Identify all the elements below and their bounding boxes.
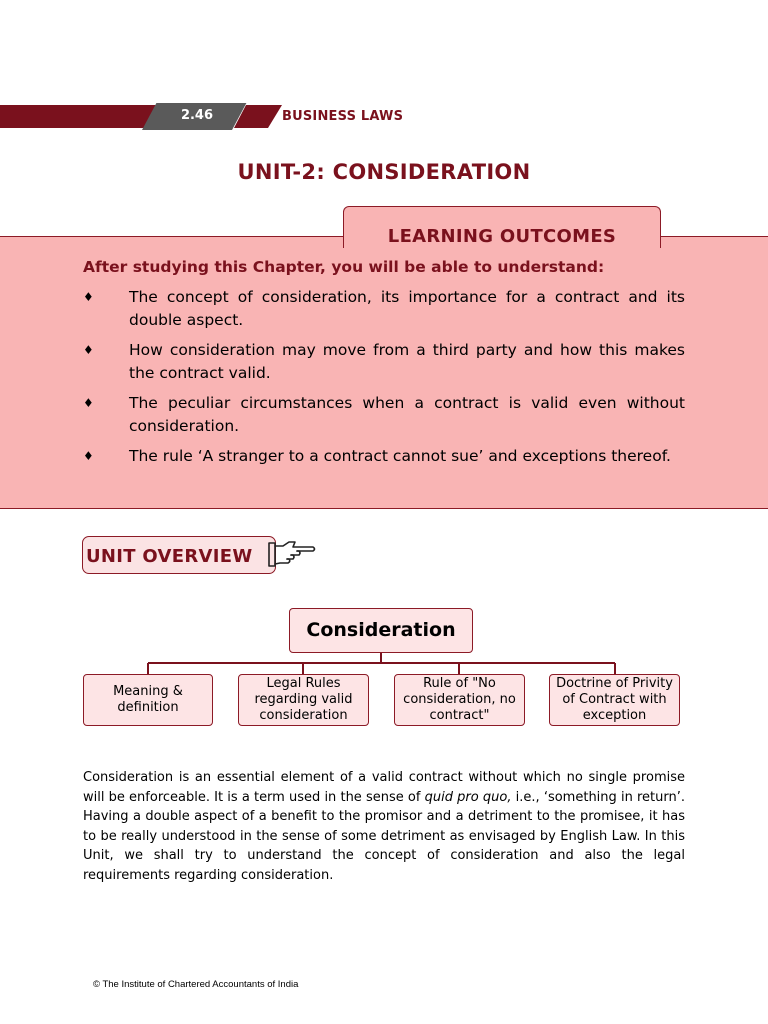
learning-outcomes-intro: After studying this Chapter, you will be able to understand: <box>83 258 605 276</box>
diamond-bullet-icon: ♦ <box>83 343 94 357</box>
outcome-item <box>83 286 685 332</box>
learning-outcomes-list <box>83 286 685 475</box>
header-band-left <box>0 105 166 128</box>
outcome-item <box>83 339 685 385</box>
page-number: 2.46 <box>180 108 214 123</box>
outcome-item <box>83 445 685 468</box>
diagram-root-label: Consideration <box>306 619 456 641</box>
outcome-text: The peculiar circumstances when a contract is valid even without consideration. <box>129 394 685 435</box>
body-text-italic: quid pro quo, <box>424 789 512 805</box>
diagram-node-privity: Doctrine of Privity of Contract with exception <box>549 674 680 726</box>
diagram-node-legal-rules: Legal Rules regarding valid consideration <box>238 674 369 726</box>
unit-overview-label: UNIT OVERVIEW <box>86 546 253 567</box>
diagram-node-no-consideration: Rule of "No consideration, no contract" <box>394 674 525 726</box>
diamond-bullet-icon: ♦ <box>83 290 94 304</box>
outcome-text: The concept of consideration, its importance for a contract and its double aspect. <box>129 288 685 329</box>
diamond-bullet-icon: ♦ <box>83 396 94 410</box>
footer-copyright: © The Institute of Chartered Accountants of India <box>93 979 299 990</box>
pointing-hand-icon <box>267 538 317 570</box>
diamond-bullet-icon: ♦ <box>83 449 94 463</box>
outcome-item <box>83 392 685 438</box>
body-text-part2: i.e., ‘something in return’. Having a double aspect of a benefit to the promisor and a detriment to the promisee, it has to be really understood in the sense of some detriment as envisaged by English Law. In this Unit, we shall try to understand the concept of consideration and also the legal requirements regarding consideration. <box>83 789 685 883</box>
unit-title: UNIT-2: CONSIDERATION <box>237 160 531 184</box>
diagram-node-meaning: Meaning & definition <box>83 674 213 726</box>
body-paragraph <box>83 768 685 886</box>
outcome-text: How consideration may move from a third party and how this makes the contract valid. <box>129 341 685 382</box>
body-text-part1: Consideration is an essential element of a valid contract without which no single promise will be enforceable. It is a term used in the sense of <box>83 770 685 805</box>
learning-outcomes-title: LEARNING OUTCOMES <box>387 226 617 247</box>
running-title: BUSINESS LAWS <box>282 109 404 124</box>
header-band <box>0 103 282 130</box>
outcome-text: The rule ‘A stranger to a contract cannot sue’ and exceptions thereof. <box>129 447 671 465</box>
